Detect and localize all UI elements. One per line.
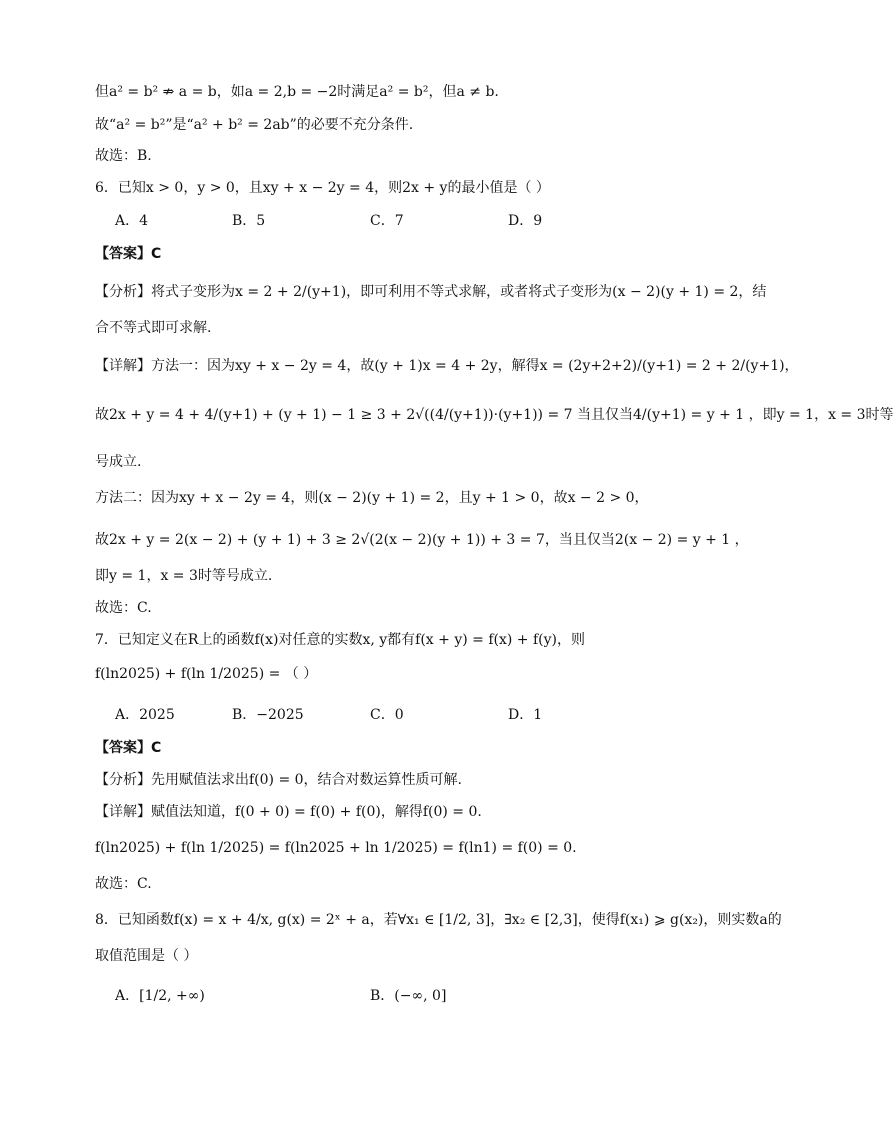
text-line <box>95 146 152 166</box>
answer-tag <box>95 244 161 264</box>
detail-line <box>95 802 482 822</box>
text-line-content: 即y = 1，x = 3时等号成立. <box>95 568 273 584</box>
q7-option-b: B．−2025 <box>232 707 304 723</box>
text-line <box>95 115 413 135</box>
text-line-content: 6．已知x > 0，y > 0，且xy + x − 2y = 4，则2x + y的最小值是（ ） <box>95 180 550 196</box>
text-line <box>95 664 317 684</box>
answer-tag <box>95 738 161 758</box>
text-line-content: 但a² = b² ⇏ a = b，如a = 2,b = −2时满足a² = b²，但a ≠ b. <box>95 84 499 100</box>
text-line-content: 故选：C. <box>95 876 152 892</box>
q7-option-c: C．0 <box>370 707 404 723</box>
text-line-content: 【答案】C <box>95 246 162 262</box>
text-line-content: f(ln2025) + f(ln 1/2025) = （ ） <box>95 666 318 682</box>
text-line-content: 【分析】将式子变形为x = 2 + 2/(y+1)，即可利用不等式求解，或者将式子变形为(x − 2)(y + 1) = 2，结 <box>95 284 767 300</box>
text-line-content: 合不等式即可求解. <box>95 320 212 336</box>
text-line <box>95 82 499 102</box>
text-line-content: f(ln2025) + f(ln 1/2025) = f(ln2025 + ln 1/2025) = f(ln1) = f(0) = 0. <box>95 840 577 856</box>
text-line-content: 故2x + y = 4 + 4/(y+1) + (y + 1) − 1 ≥ 3 + 2√((4/(y+1))·(y+1)) = 7 当且仅当4/(y+1) = y + 1 ，即y = 1，x = 3时等 <box>95 407 894 423</box>
q6-option-d: D．9 <box>508 213 543 229</box>
question-7-stem <box>95 630 585 650</box>
q6-option-b: B．5 <box>232 213 266 229</box>
text-line <box>95 452 141 472</box>
q7-option-d: D．1 <box>508 707 543 723</box>
text-line-content: 故选：C. <box>95 600 152 616</box>
q8-option-b: B．(−∞, 0] <box>370 988 447 1004</box>
q7-option-a: A．2025 <box>115 707 175 723</box>
q8-option-a: A．[1/2, +∞) <box>115 988 205 1004</box>
q6-option-a: A．4 <box>115 213 149 229</box>
text-line-content: 故2x + y = 2(x − 2) + (y + 1) + 3 ≥ 2√(2(x − 2)(y + 1)) + 3 = 7，当且仅当2(x − 2) = y + 1 ， <box>95 532 749 548</box>
text-line-content: 故“a² = b²”是“a² + b² = 2ab”的必要不充分条件. <box>95 117 414 133</box>
text-line-content: 8．已知函数f(x) = x + 4/x, g(x) = 2ˣ + a，若∀x₁ ∈ [1/2, 3]，∃x₂ ∈ [2,3]，使得f(x₁) ⩾ g(x₂)，则实数a的 <box>95 912 782 928</box>
q6-option-c: C．7 <box>370 213 404 229</box>
text-line-content: 【分析】先用赋值法求出f(0) = 0，结合对数运算性质可解. <box>95 772 462 788</box>
text-line-content: 【详解】方法一：因为xy + x − 2y = 4，故(y + 1)x = 4 + 2y，解得x = (2y+2+2)/(y+1) = 2 + 2/(y+1)， <box>95 358 799 374</box>
text-line <box>95 566 272 586</box>
analysis-line <box>95 282 766 302</box>
text-line-content: 故选：B. <box>95 148 152 164</box>
text-line-content: 【详解】赋值法知道，f(0 + 0) = f(0) + f(0)，解得f(0) = 0. <box>95 804 482 820</box>
text-line <box>95 874 152 894</box>
text-line-content: 【答案】C <box>95 740 162 756</box>
text-line-content: 7．已知定义在R上的函数f(x)对任意的实数x, y都有f(x + y) = f(x) + f(y)，则 <box>95 632 585 648</box>
text-line <box>95 405 894 425</box>
text-line-content: 方法二：因为xy + x − 2y = 4，则(x − 2)(y + 1) = 2，且y + 1 > 0，故x − 2 > 0， <box>95 490 649 506</box>
text-line-content: 取值范围是（ ） <box>95 948 198 964</box>
detail-line <box>95 356 799 376</box>
analysis-line <box>95 770 462 790</box>
question-6-stem <box>95 178 550 198</box>
text-line <box>95 838 577 858</box>
text-line <box>95 488 649 508</box>
text-line <box>95 318 211 338</box>
text-line <box>95 598 152 618</box>
text-line <box>95 530 749 550</box>
text-line-content: 号成立. <box>95 454 142 470</box>
question-8-stem <box>95 910 782 930</box>
text-line <box>95 946 197 966</box>
